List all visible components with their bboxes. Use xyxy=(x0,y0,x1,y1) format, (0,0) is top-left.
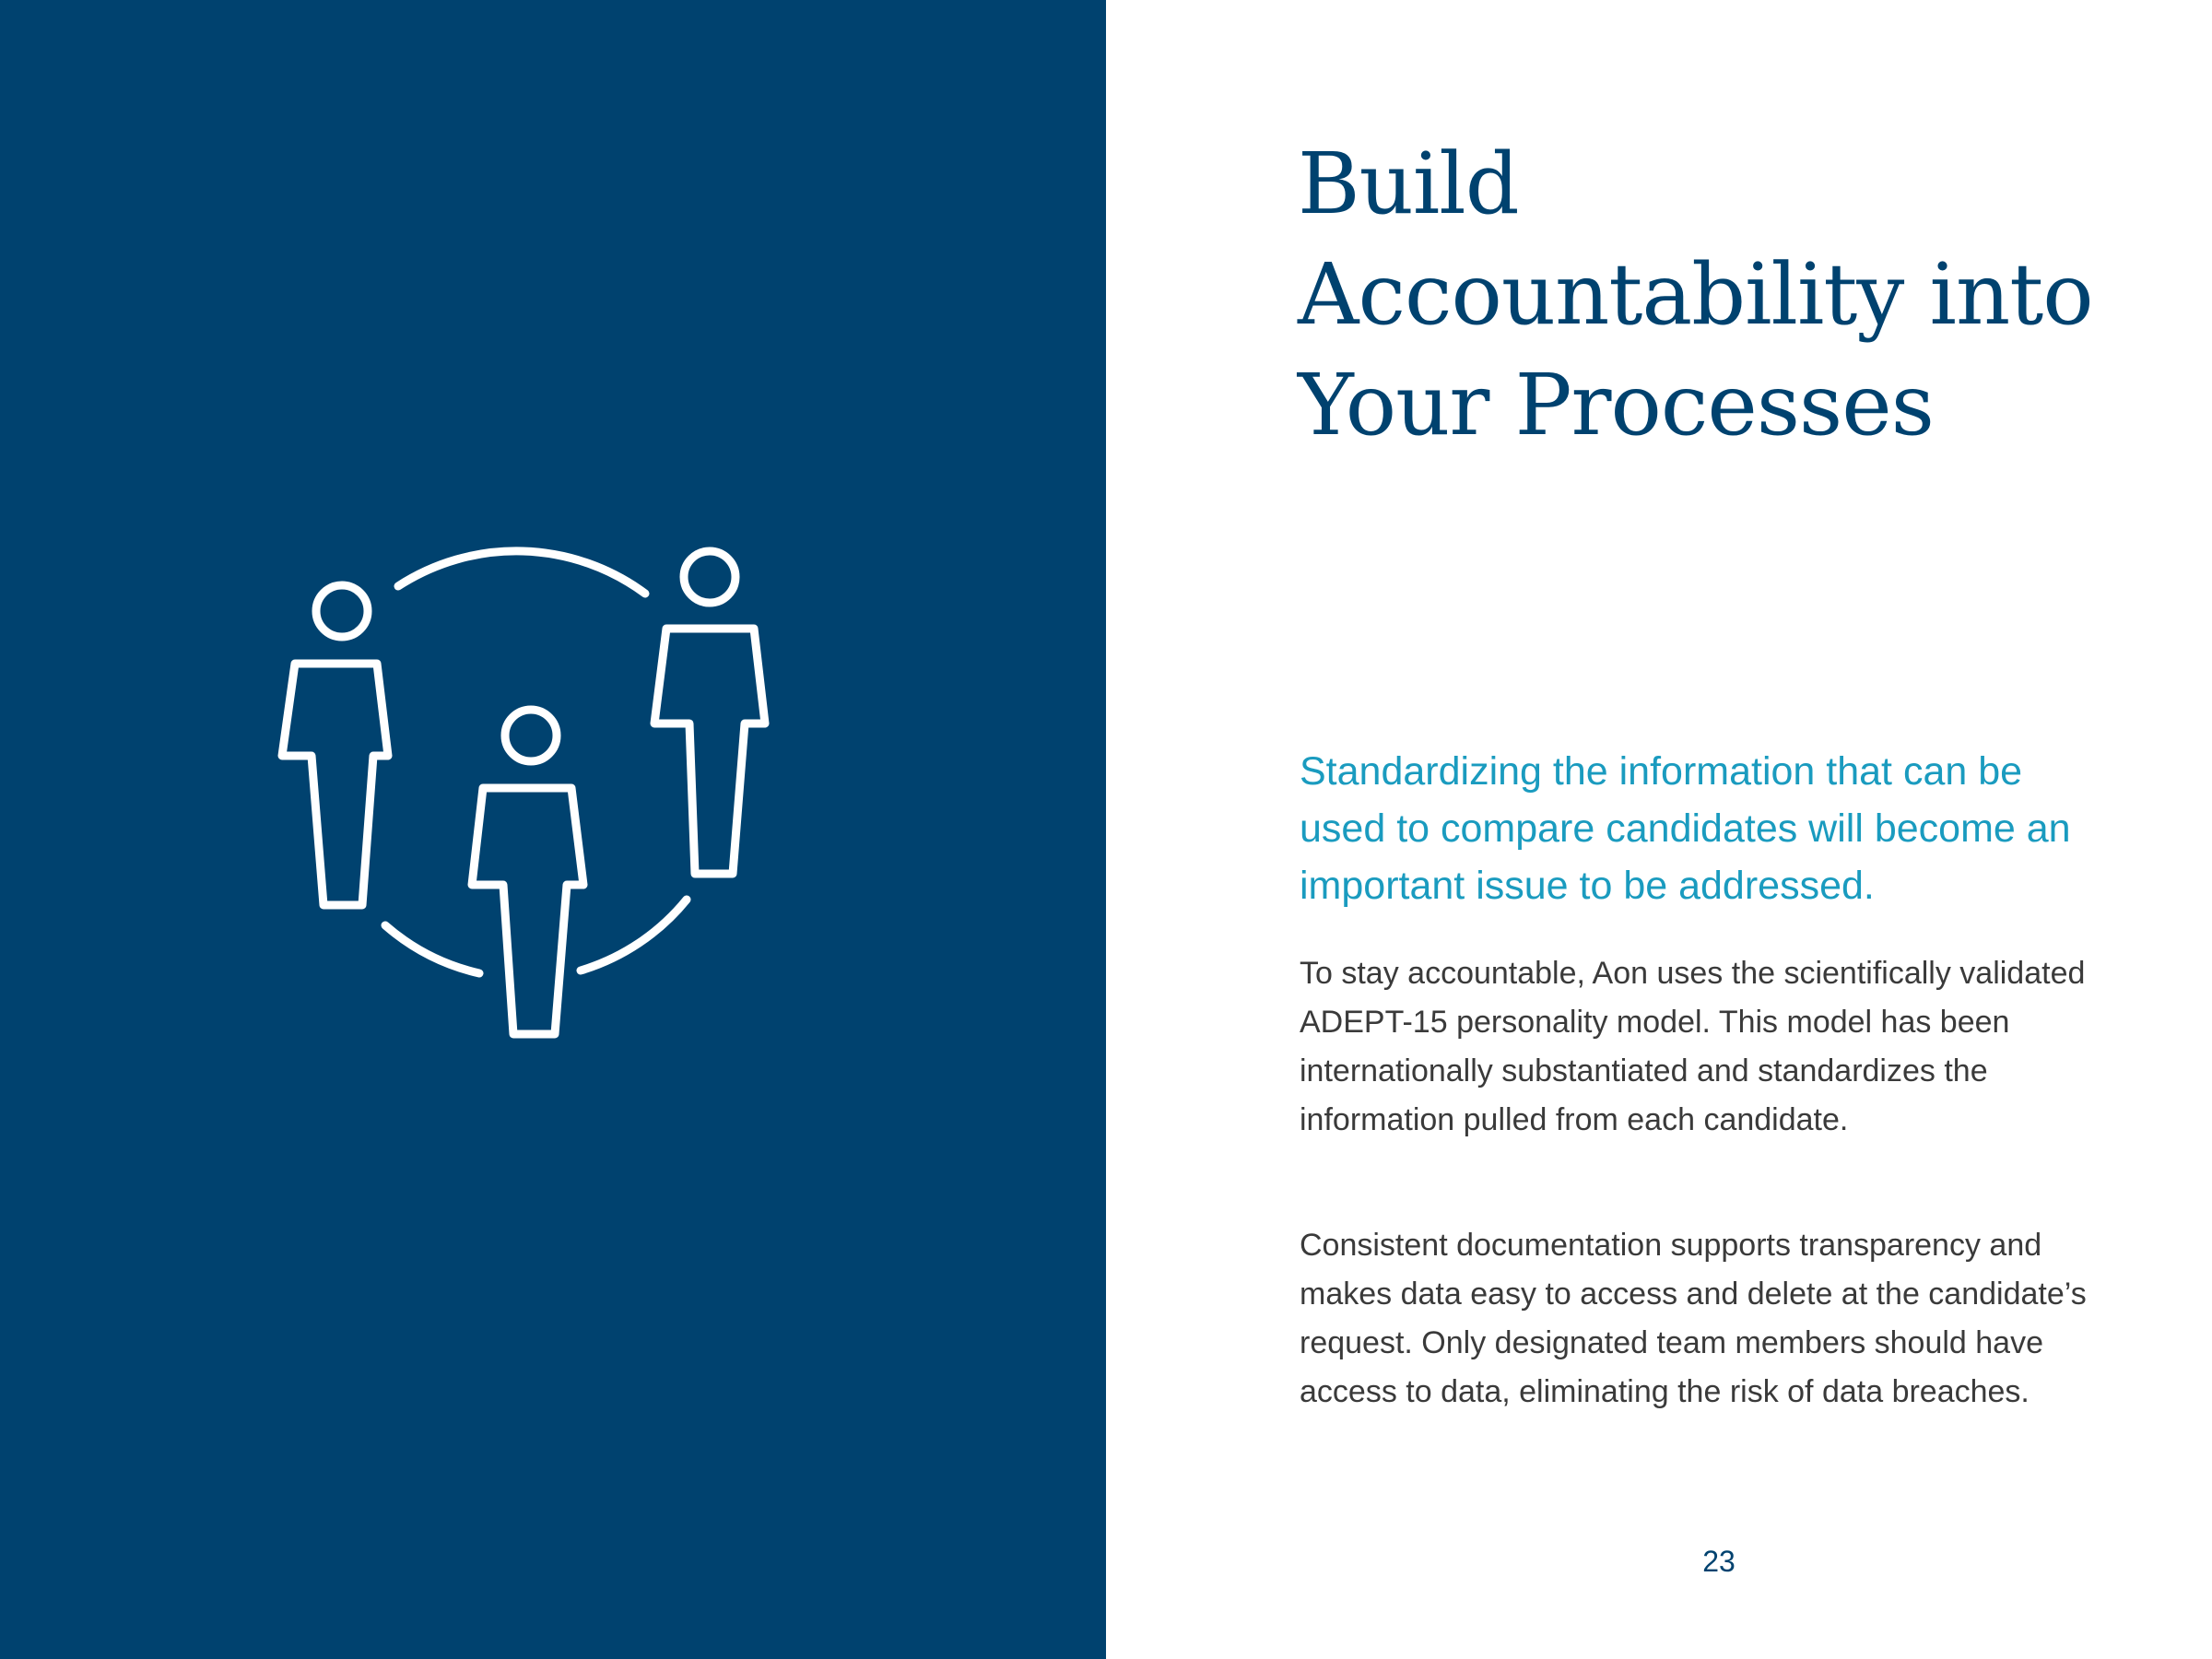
subtitle: Standardizing the information that can be used to compare candidates will become an important issue to be addressed. xyxy=(1300,749,2071,908)
person-left-body xyxy=(282,664,388,905)
person-center-head xyxy=(505,710,557,761)
body-paragraph-2: Consistent documentation supports transparency and makes data easy to access and delete at the candidate’s request. Only designated team members should have access to data, eliminating the risk of data breaches. xyxy=(1300,1228,2087,1409)
page-number: 23 xyxy=(1702,1545,1735,1578)
page-title xyxy=(1298,129,2127,461)
circle-arc-bottom-right xyxy=(581,900,687,971)
circle-arc-bottom-left xyxy=(385,925,479,973)
circle-arc-top xyxy=(398,551,645,594)
person-left-head xyxy=(316,585,368,637)
person-right-body xyxy=(654,629,765,874)
right-panel xyxy=(1106,0,2212,1659)
body-paragraph-1: To stay accountable, Aon uses the scientifically validated ADEPT-15 personality model. This model has been internationally substantiated and standardizes the information pulled from each candidate. xyxy=(1300,956,2086,1137)
title-line-3: Your Processes xyxy=(1298,356,1934,454)
title-line-1: Build xyxy=(1298,135,1519,233)
people-circle-icon xyxy=(267,535,783,1051)
person-right-head xyxy=(684,551,735,603)
title-line-2: Accountability into xyxy=(1298,245,2093,344)
person-center-body xyxy=(472,788,583,1034)
